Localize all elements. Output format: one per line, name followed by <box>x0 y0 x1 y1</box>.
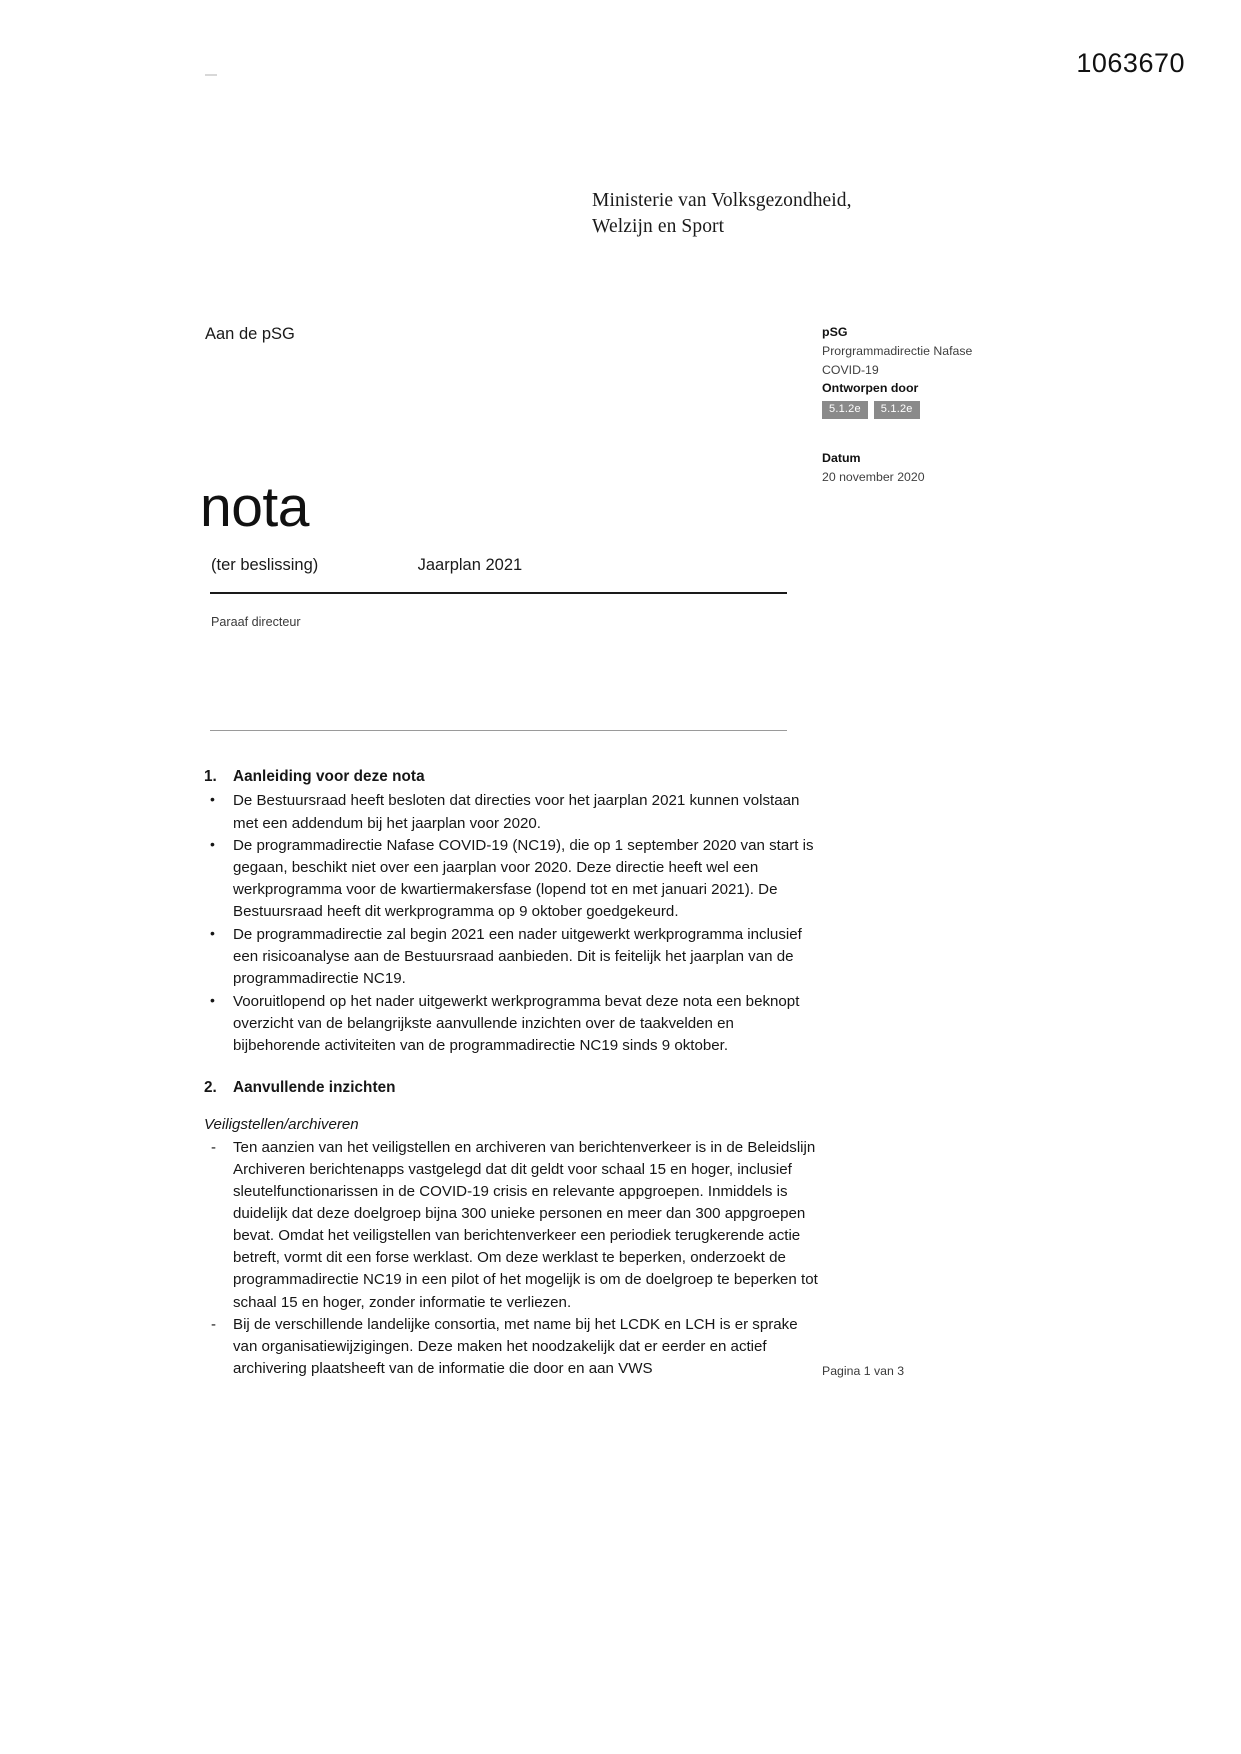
document-subtitle-row <box>211 556 791 575</box>
section-heading-1 <box>204 766 824 788</box>
redaction-badge-2: 5.1.2e <box>874 401 920 419</box>
meta-author-label: Ontworpen door <box>822 381 919 396</box>
list-item: • De programmadirectie Nafase COVID-19 (NC19), die op 1 september 2020 van start is gegaan, beschikt niet over een jaarplan voor 2020. Deze directie heeft wel een werkprogramma voor de kwartiermakersfase (lopend tot en met januari 2021). De Bestuursraad heeft dit werkprogramma op 9 oktober goedgekeurd. <box>204 835 824 923</box>
document-metadata-block <box>822 323 1122 487</box>
list-item: - Bij de verschillende landelijke consortia, met name bij het LCDK en LCH is er sprake van organisatiewijzigingen. Deze maken het noodzakelijk dat er eerder en actief archivering plaatsheeft van de informatie die door en aan VWS <box>204 1314 824 1380</box>
redaction-badge-1: 5.1.2e <box>822 401 868 419</box>
ministry-line-2: Welzijn en Sport <box>592 216 725 238</box>
redaction-badge-group <box>822 401 1122 419</box>
meta-date-value: 20 november 2020 <box>822 469 925 484</box>
meta-date-label: Datum <box>822 451 861 466</box>
section-title-2: Aanvullende inzichten <box>233 1079 396 1097</box>
section-2-subheading: Veiligstellen/archiveren <box>204 1115 359 1133</box>
page-title: nota <box>200 475 309 539</box>
meta-recipient-label: pSG <box>822 325 848 339</box>
list-item: - Ten aanzien van het veiligstellen en archiveren van berichtenverkeer is in de Beleidslijn Archiveren berichtenapps vastgelegd dat dit geldt voor schaal 15 en hoger, inclusief sleutelfunctionarissen in de COVID-19 crisis en relevante appgroepen. Inmiddels is duidelijk dat deze doelgroep bijna 300 unieke personen en meer dan 300 appgroepen bevat. Omdat het veiligstellen van berichtenverkeer een periodiek terugkerende actie betreft, vormt dit een forse werklast. Om deze werklast te beperken, onderzoekt de programmadirectie NC19 in een pilot of het mogelijk is om de doelgroep te beperken tot schaal 15 en hoger, zonder informatie te verliezen. <box>204 1137 824 1314</box>
meta-directorate-line-1: Prorgrammadirectie Nafase <box>822 343 973 358</box>
page-footer-indicator: Pagina 1 van 3 <box>822 1364 905 1378</box>
ministry-logo-block <box>592 188 852 241</box>
ministry-line-1: Ministerie van Volksgezondheid, <box>592 190 852 211</box>
signature-divider-rule <box>210 730 787 731</box>
section-title-1: Aanleiding voor deze nota <box>233 768 425 785</box>
section-heading-2 <box>204 1077 824 1099</box>
paraaf-directeur-label: Paraaf directeur <box>211 615 301 629</box>
section-number-1: 1. <box>204 768 217 785</box>
document-id-number: 1063670 <box>1076 48 1185 78</box>
section-2-dash-list <box>204 1137 824 1381</box>
list-item: • De Bestuursraad heeft besloten dat directies voor het jaarplan 2021 kunnen volstaan met een addendum bij het jaarplan voor 2020. <box>204 790 824 834</box>
scan-artifact-mark <box>205 74 217 76</box>
title-divider-rule <box>210 592 787 594</box>
list-item: • Vooruitlopend op het nader uitgewerkt werkprogramma bevat deze nota een beknopt overzicht van de belangrijkste aanvullende inzichten over de taakvelden en bijbehorende activiteiten van de programmadirectie NC19 sinds 9 oktober. <box>204 991 824 1057</box>
section-1-bullet-list <box>204 790 824 1057</box>
document-name-label: Jaarplan 2021 <box>417 556 523 574</box>
list-item: • De programmadirectie zal begin 2021 een nader uitgewerkt werkprogramma inclusief een risicoanalyse aan de Bestuursraad aanbieden. Dit is feitelijk het jaarplan van de programmadirectie NC19. <box>204 924 824 990</box>
addressee-line: Aan de pSG <box>205 325 295 343</box>
document-body <box>204 766 824 1381</box>
meta-directorate-line-2: COVID-19 <box>822 362 879 377</box>
document-kind-label: (ter beslissing) <box>211 556 319 574</box>
section-number-2: 2. <box>204 1079 217 1097</box>
